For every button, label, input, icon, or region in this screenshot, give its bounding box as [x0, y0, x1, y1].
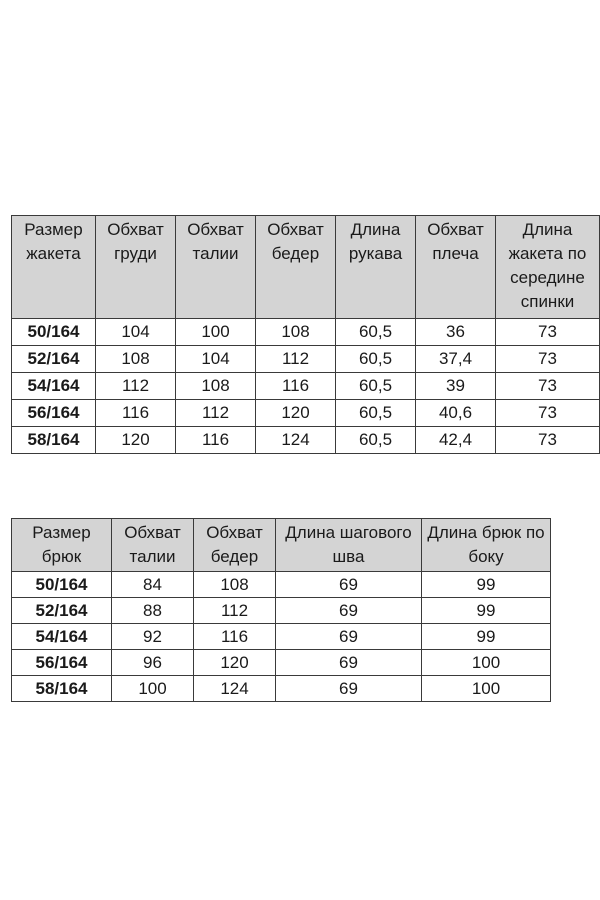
size-cell: 52/164	[12, 598, 112, 624]
value-cell: 124	[256, 427, 336, 454]
size-cell: 58/164	[12, 676, 112, 702]
value-cell: 108	[176, 373, 256, 400]
size-cell: 50/164	[12, 319, 96, 346]
size-cell: 56/164	[12, 650, 112, 676]
header-cell: Длина рукава	[336, 216, 416, 319]
header-cell: Длина брюк по боку	[422, 519, 551, 572]
size-cell: 54/164	[12, 624, 112, 650]
table-row	[12, 624, 551, 650]
table-row	[12, 676, 551, 702]
header-cell: Размер брюк	[12, 519, 112, 572]
value-cell: 108	[96, 346, 176, 373]
value-cell: 104	[96, 319, 176, 346]
value-cell: 73	[496, 400, 600, 427]
value-cell: 112	[176, 400, 256, 427]
table-row	[12, 598, 551, 624]
value-cell: 60,5	[336, 319, 416, 346]
header-cell: Обхват груди	[96, 216, 176, 319]
value-cell: 99	[422, 624, 551, 650]
value-cell: 112	[256, 346, 336, 373]
size-cell: 56/164	[12, 400, 96, 427]
value-cell: 69	[276, 650, 422, 676]
header-cell: Обхват талии	[112, 519, 194, 572]
value-cell: 120	[256, 400, 336, 427]
header-cell: Обхват бедер	[256, 216, 336, 319]
value-cell: 60,5	[336, 427, 416, 454]
table-row	[12, 346, 600, 373]
value-cell: 92	[112, 624, 194, 650]
value-cell: 116	[96, 400, 176, 427]
size-cell: 52/164	[12, 346, 96, 373]
table-header-row	[12, 216, 600, 319]
value-cell: 73	[496, 346, 600, 373]
header-cell: Длина жакета по середине спинки	[496, 216, 600, 319]
value-cell: 69	[276, 624, 422, 650]
value-cell: 116	[176, 427, 256, 454]
table-row	[12, 572, 551, 598]
value-cell: 40,6	[416, 400, 496, 427]
value-cell: 42,4	[416, 427, 496, 454]
value-cell: 116	[256, 373, 336, 400]
value-cell: 116	[194, 624, 276, 650]
table-row	[12, 650, 551, 676]
size-cell: 50/164	[12, 572, 112, 598]
value-cell: 36	[416, 319, 496, 346]
header-cell: Длина шагового шва	[276, 519, 422, 572]
value-cell: 88	[112, 598, 194, 624]
value-cell: 84	[112, 572, 194, 598]
value-cell: 73	[496, 319, 600, 346]
value-cell: 99	[422, 598, 551, 624]
value-cell: 99	[422, 572, 551, 598]
value-cell: 37,4	[416, 346, 496, 373]
value-cell: 60,5	[336, 400, 416, 427]
value-cell: 100	[112, 676, 194, 702]
value-cell: 96	[112, 650, 194, 676]
header-cell: Обхват бедер	[194, 519, 276, 572]
table-row	[12, 319, 600, 346]
value-cell: 100	[176, 319, 256, 346]
jacket-size-table	[11, 215, 600, 454]
size-cell: 54/164	[12, 373, 96, 400]
value-cell: 112	[194, 598, 276, 624]
header-cell: Обхват талии	[176, 216, 256, 319]
table-header-row	[12, 519, 551, 572]
value-cell: 120	[194, 650, 276, 676]
value-cell: 100	[422, 650, 551, 676]
value-cell: 69	[276, 676, 422, 702]
table-row	[12, 373, 600, 400]
header-cell: Обхват плеча	[416, 216, 496, 319]
table-row	[12, 400, 600, 427]
value-cell: 124	[194, 676, 276, 702]
value-cell: 73	[496, 373, 600, 400]
value-cell: 73	[496, 427, 600, 454]
size-cell: 58/164	[12, 427, 96, 454]
value-cell: 108	[194, 572, 276, 598]
table-row	[12, 427, 600, 454]
value-cell: 60,5	[336, 373, 416, 400]
value-cell: 108	[256, 319, 336, 346]
value-cell: 120	[96, 427, 176, 454]
value-cell: 112	[96, 373, 176, 400]
value-cell: 69	[276, 572, 422, 598]
header-cell: Размер жакета	[12, 216, 96, 319]
value-cell: 104	[176, 346, 256, 373]
value-cell: 100	[422, 676, 551, 702]
value-cell: 60,5	[336, 346, 416, 373]
trousers-size-table	[11, 518, 551, 702]
value-cell: 39	[416, 373, 496, 400]
value-cell: 69	[276, 598, 422, 624]
